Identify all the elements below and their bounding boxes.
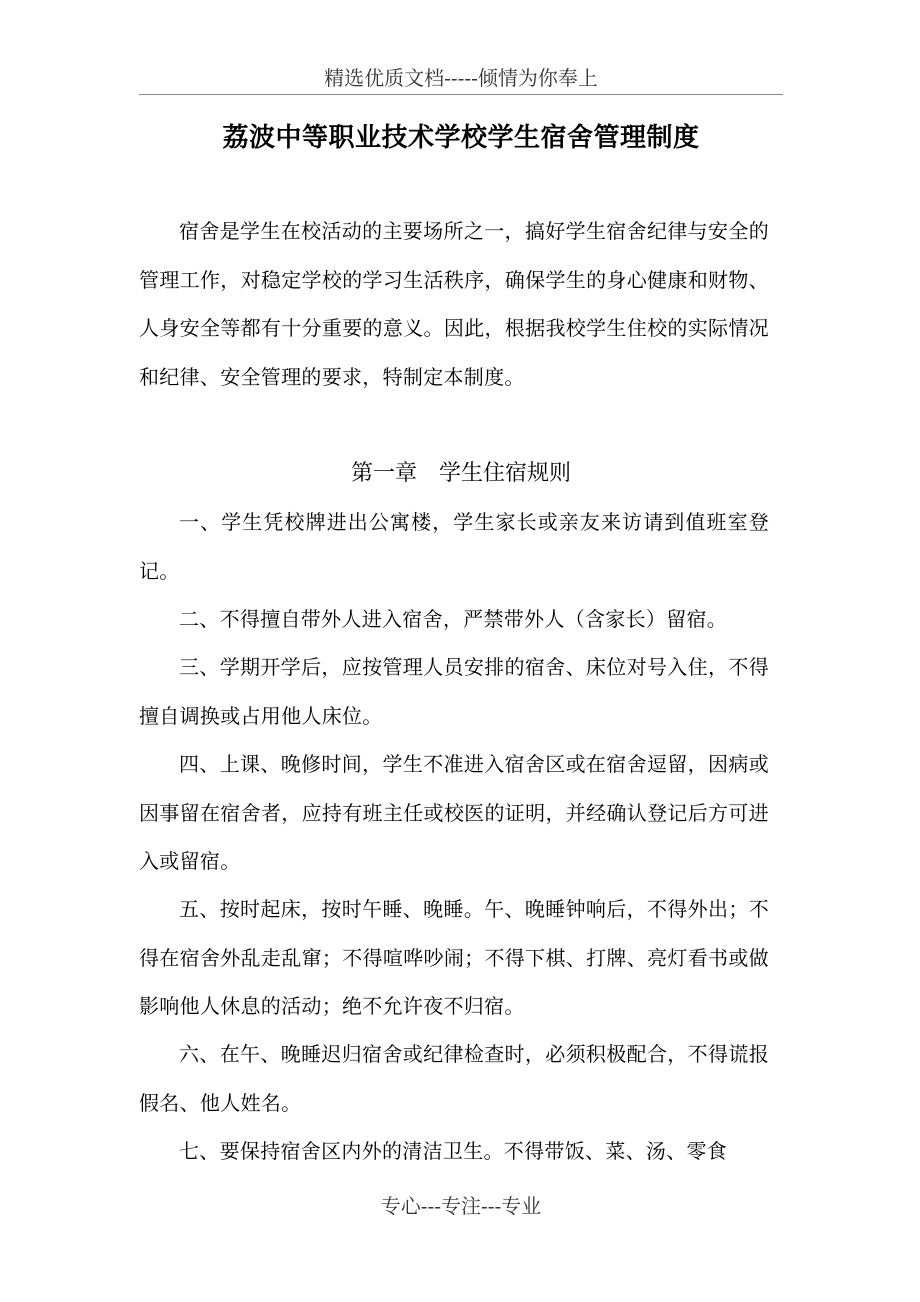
intro-paragraph: 宿舍是学生在校活动的主要场所之一，搞好学生宿舍纪律与安全的管理工作，对稳定学校的学习生活秩序，确保学生的身心健康和财物、人身安全等都有十分重要的意义。因此，根据我校学生住校的实际情况和纪律、安全管理的要求，特制定本制度。 xyxy=(139,219,769,389)
document-title: 荔波中等职业技术学校学生宿舍管理制度 xyxy=(222,123,700,153)
rule-item-4: 四、上课、晚修时间，学生不准进入宿舍区或在宿舍逗留，因病或因事留在宿舍者，应持有班主任或校医的证明，并经确认登记后方可进入或留宿。 xyxy=(139,752,769,874)
chapter-heading: 第一章 学生住宿规则 xyxy=(350,461,571,486)
rule-item-1: 一、学生凭校牌进出公寓楼，学生家长或亲友来访请到值班室登记。 xyxy=(139,510,769,583)
rule-item-6: 六、在午、晚睡迟归宿舍或纪律检查时，必须积极配合，不得谎报假名、他人姓名。 xyxy=(139,1042,769,1115)
rule-item-3: 三、学期开学后，应按管理人员安排的宿舍、床位对号入住，不得擅自调换或占用他人床位。 xyxy=(139,655,769,728)
page-header: 精选优质文档-----倾情为你奉上 xyxy=(139,62,783,95)
page-footer: 专心---专注---专业 xyxy=(380,1194,542,1218)
rule-item-7: 七、要保持宿舍区内外的清洁卫生。不得带饭、菜、汤、零食 xyxy=(179,1139,728,1163)
rule-item-2: 二、不得擅自带外人进入宿舍，严禁带外人（含家长）留宿。 xyxy=(179,607,728,631)
rule-item-5: 五、按时起床，按时午睡、晚睡。午、晚睡钟响后，不得外出；不得在宿舍外乱走乱窜；不得喧哗吵闹；不得下棋、打牌、亮灯看书或做影响他人休息的活动；绝不允许夜不归宿。 xyxy=(139,897,769,1019)
